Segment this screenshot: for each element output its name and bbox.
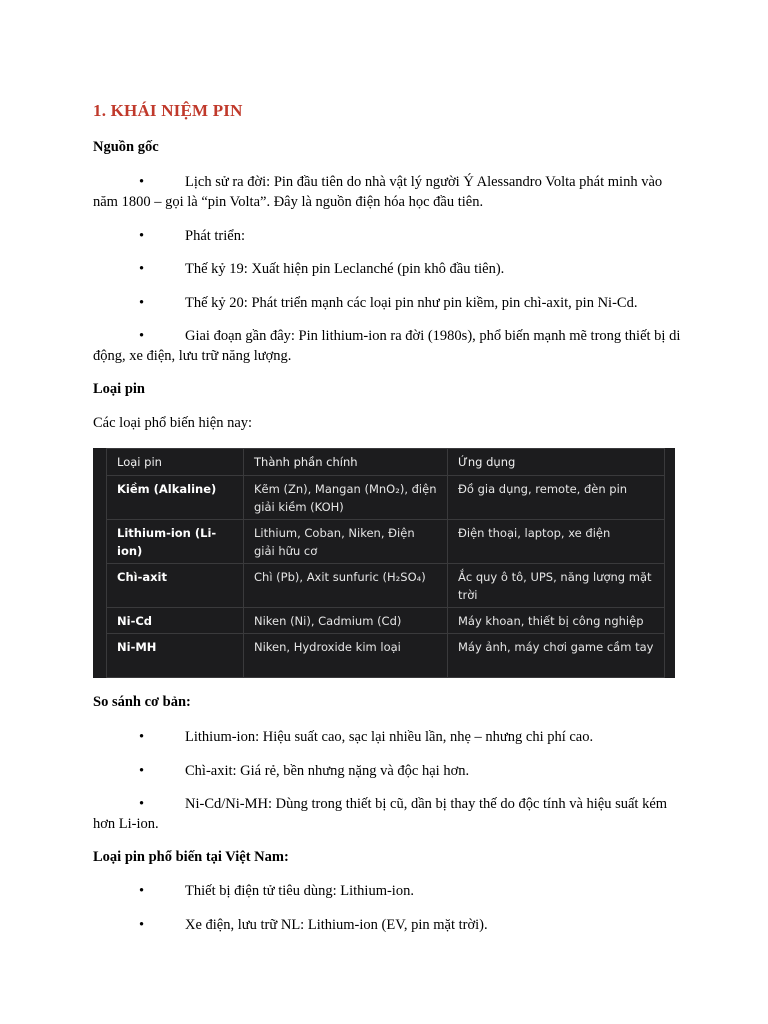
- origin-bullet: [93, 294, 683, 314]
- bullet-text: Thiết bị điện tử tiêu dùng: Lithium-ion.: [185, 883, 414, 899]
- compare-bullet: [93, 728, 683, 748]
- bullet-marker: •: [139, 295, 145, 311]
- bullet-marker: •: [139, 729, 145, 745]
- vietnam-bullet: [93, 916, 683, 936]
- compare-bullet: [93, 795, 683, 834]
- table-header-cell: Ứng dụng: [448, 449, 665, 476]
- origin-heading: Nguồn gốc: [93, 139, 159, 155]
- table-row: [107, 476, 665, 520]
- table-row: [107, 608, 665, 634]
- origin-bullet: [93, 260, 683, 280]
- vietnam-bullet: [93, 882, 683, 902]
- table-row: [107, 520, 665, 564]
- types-intro: Các loại phổ biến hiện nay:: [93, 415, 253, 431]
- types-heading: Loại pin: [93, 381, 145, 397]
- bullet-text: Lịch sử ra đời: Pin đầu tiên do nhà vật lý người Ý Alessandro Volta phát minh vào năm 1800 – gọi là “pin Volta”. Đây là nguồn điện hóa học đầu tiên.: [93, 174, 663, 210]
- bullet-marker: •: [139, 174, 145, 190]
- table-cell: Niken, Hydroxide kim loại: [244, 634, 448, 678]
- battery-types-table: [93, 448, 675, 678]
- table-row: [107, 564, 665, 608]
- origin-bullet: [93, 173, 683, 212]
- table-cell: Kiềm (Alkaline): [107, 476, 244, 520]
- compare-heading: So sánh cơ bản:: [93, 694, 191, 710]
- bullet-marker: •: [139, 328, 145, 344]
- bullet-text: Chì-axit: Giá rẻ, bền nhưng nặng và độc hại hơn.: [185, 763, 470, 779]
- table-cell: Lithium, Coban, Niken, Điện giải hữu cơ: [244, 520, 448, 564]
- origin-bullet: [93, 327, 683, 366]
- bullet-marker: •: [139, 883, 145, 899]
- bullet-text: Phát triển:: [185, 228, 246, 244]
- table-cell: Ni-MH: [107, 634, 244, 678]
- table-cell: Máy ảnh, máy chơi game cầm tay: [448, 634, 665, 678]
- table-cell: Điện thoại, laptop, xe điện: [448, 520, 665, 564]
- table-cell: Ắc quy ô tô, UPS, năng lượng mặt trời: [448, 564, 665, 608]
- vietnam-heading: Loại pin phổ biến tại Việt Nam:: [93, 849, 289, 865]
- bullet-text: Thế kỷ 20: Phát triển mạnh các loại pin như pin kiềm, pin chì-axit, pin Ni-Cd.: [185, 295, 638, 311]
- bullet-text: Lithium-ion: Hiệu suất cao, sạc lại nhiều lần, nhẹ – nhưng chi phí cao.: [185, 729, 594, 745]
- table-cell: Chì-axit: [107, 564, 244, 608]
- table-cell: Niken (Ni), Cadmium (Cd): [244, 608, 448, 634]
- origin-bullet: [93, 227, 683, 247]
- bullet-marker: •: [139, 796, 145, 812]
- table-cell: Chì (Pb), Axit sunfuric (H₂SO₄): [244, 564, 448, 608]
- bullet-text: Giai đoạn gần đây: Pin lithium-ion ra đời (1980s), phổ biến mạnh mẽ trong thiết bị di động, xe điện, lưu trữ năng lượng.: [93, 328, 681, 364]
- compare-bullet: [93, 762, 683, 782]
- bullet-text: Thế kỷ 19: Xuất hiện pin Leclanché (pin khô đầu tiên).: [185, 261, 505, 277]
- table-row: [107, 634, 665, 678]
- bullet-marker: •: [139, 763, 145, 779]
- bullet-marker: •: [139, 261, 145, 277]
- section-title: 1. KHÁI NIỆM PIN: [93, 101, 243, 120]
- bullet-text: Ni-Cd/Ni-MH: Dùng trong thiết bị cũ, dần bị thay thế do độc tính và hiệu suất kém hơn Li-ion.: [93, 796, 668, 832]
- bullet-text: Xe điện, lưu trữ NL: Lithium-ion (EV, pin mặt trời).: [185, 917, 488, 933]
- table-header-cell: Thành phần chính: [244, 449, 448, 476]
- table-cell: Máy khoan, thiết bị công nghiệp: [448, 608, 665, 634]
- table-cell: Kẽm (Zn), Mangan (MnO₂), điện giải kiềm (KOH): [244, 476, 448, 520]
- bullet-marker: •: [139, 917, 145, 933]
- bullet-marker: •: [139, 228, 145, 244]
- table-header-cell: Loại pin: [107, 449, 244, 476]
- table-cell: Ni-Cd: [107, 608, 244, 634]
- table-header-row: [107, 449, 665, 476]
- table-cell: Đồ gia dụng, remote, đèn pin: [448, 476, 665, 520]
- table-cell: Lithium-ion (Li-ion): [107, 520, 244, 564]
